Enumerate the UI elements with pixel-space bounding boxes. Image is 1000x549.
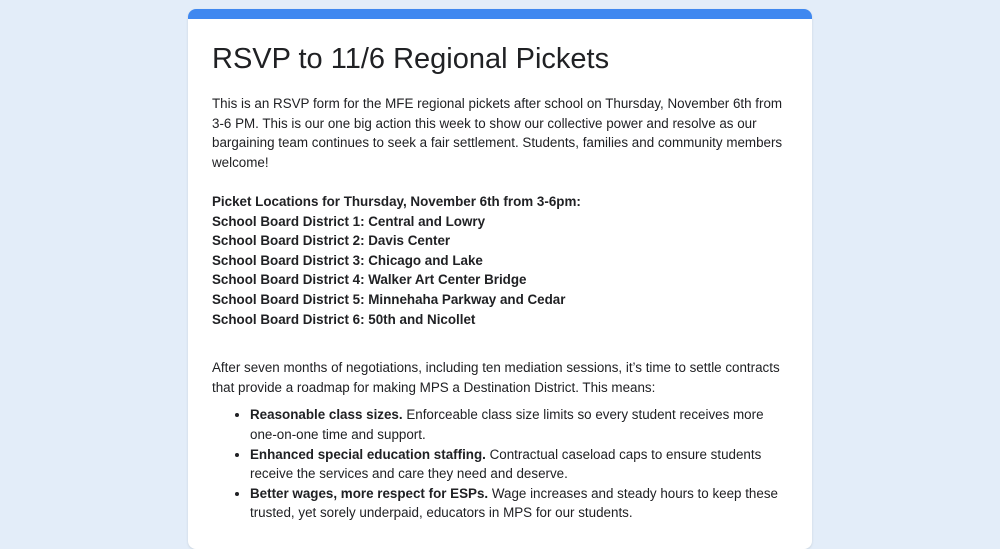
location-item: School Board District 5: Minnehaha Parkway and Cedar	[212, 291, 566, 307]
location-item: School Board District 2: Davis Center	[212, 233, 451, 249]
list-item	[250, 484, 788, 523]
form-title: RSVP to 11/6 Regional Pickets	[212, 43, 610, 75]
location-item: School Board District 3: Chicago and Lake	[212, 252, 483, 268]
location-item: School Board District 4: Walker Art Center Bridge	[212, 272, 527, 288]
demand-text: Enforceable class size limits so every student receives more one-on-one time and support.	[250, 407, 764, 442]
list-item	[250, 445, 788, 484]
demand-label: Reasonable class sizes.	[250, 407, 403, 423]
locations-heading: Picket Locations for Thursday, November 6th from 3-6pm:	[212, 193, 581, 209]
form-accent-bar	[188, 9, 812, 19]
location-item: School Board District 6: 50th and Nicollet	[212, 311, 476, 327]
demand-text: Wage increases and steady hours to keep these trusted, yet sorely underpaid, educators in MPS for our students.	[250, 485, 778, 521]
list-item	[250, 405, 788, 444]
negotiations-paragraph: After seven months of negotiations, including ten mediation sessions, it’s time to settle contracts that provide a roadmap for making MPS a Destination District. This means:	[212, 360, 780, 395]
demands-list	[212, 405, 788, 523]
form-card	[188, 9, 812, 549]
form-header	[188, 19, 812, 523]
location-item: School Board District 1: Central and Lowry	[212, 213, 486, 229]
demand-label: Better wages, more respect for ESPs.	[250, 485, 489, 501]
demand-label: Enhanced special education staffing.	[250, 446, 486, 462]
form-description	[212, 94, 788, 523]
demand-text: Contractual caseload caps to ensure students receive the services and care they need and deserve.	[250, 446, 762, 482]
intro-paragraph: This is an RSVP form for the MFE regional pickets after school on Thursday, November 6th from 3-6 PM. This is our one big action this week to show our collective power and resolve as our bargaining team continues to seek a fair settlement. Students, families and community members welcome!	[212, 96, 783, 170]
